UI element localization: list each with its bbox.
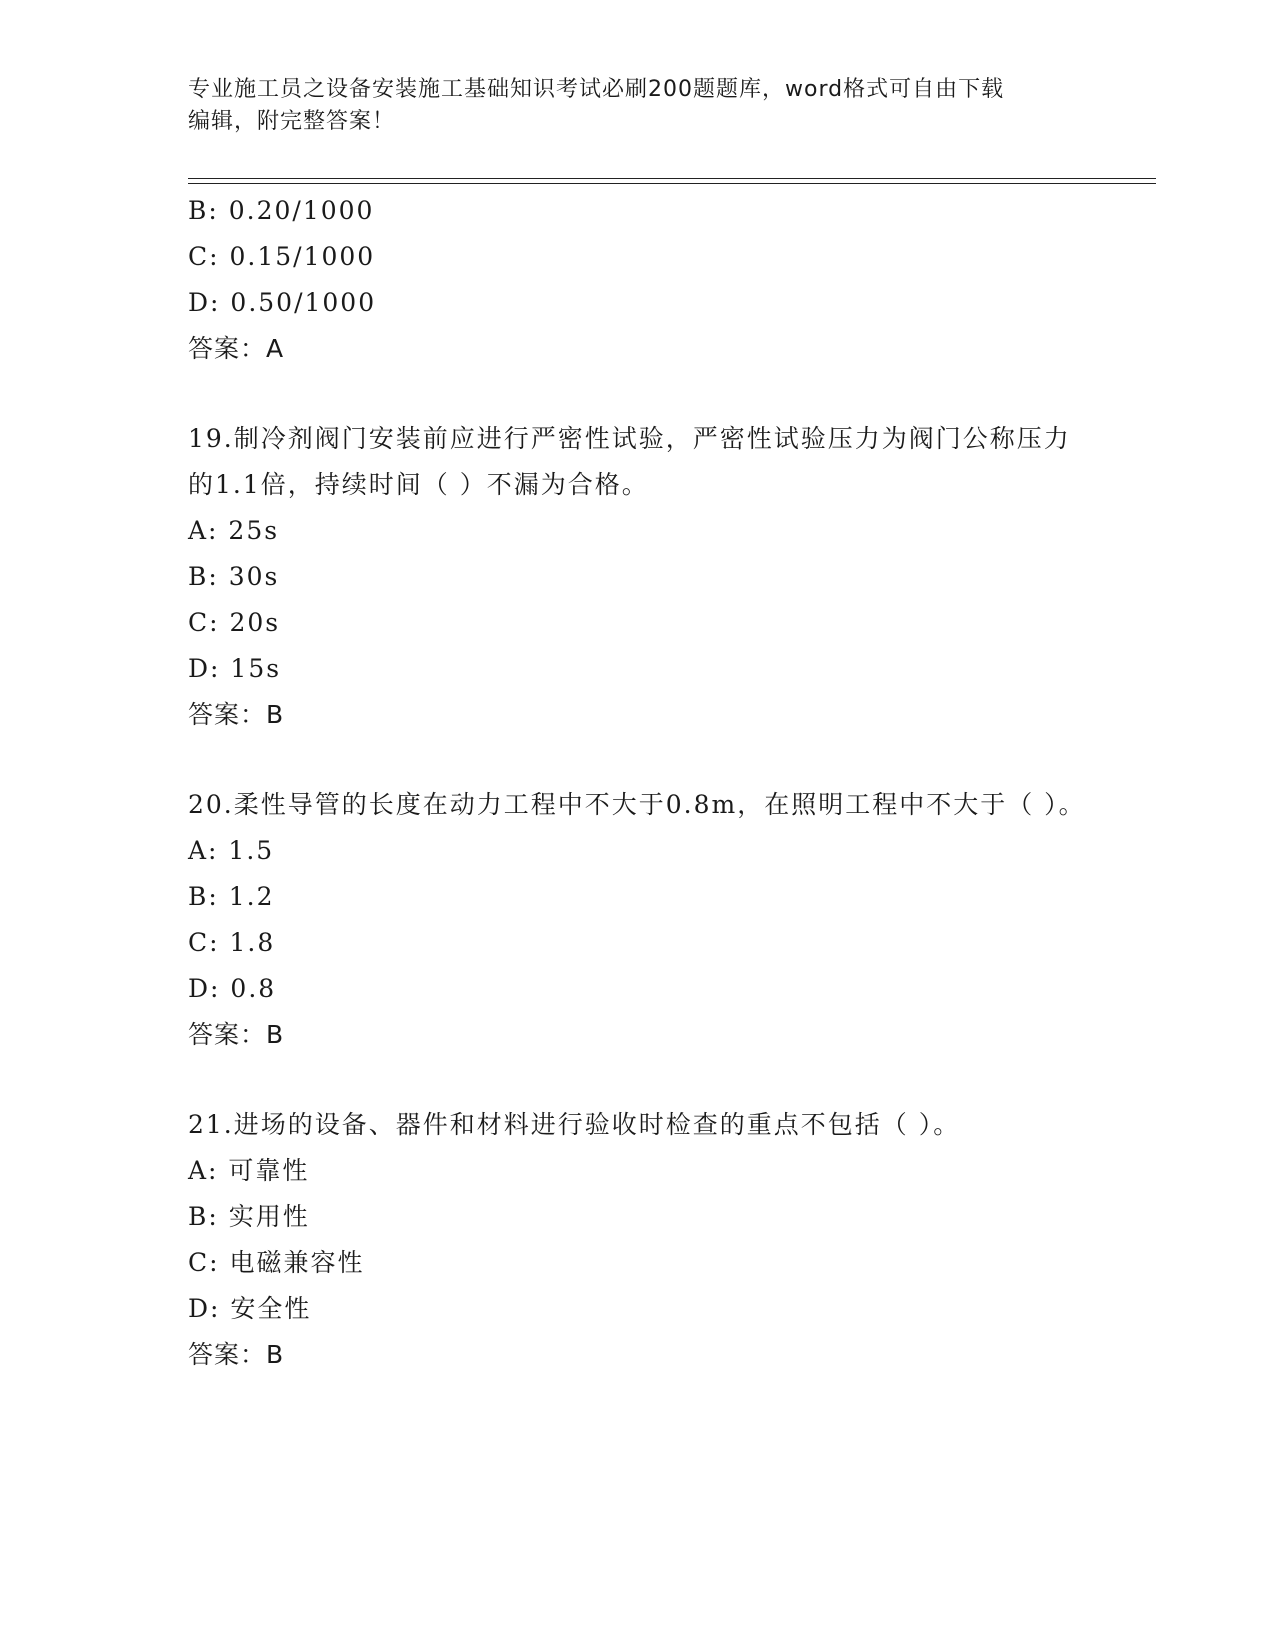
option-c: C: 1.8 [188,928,276,957]
option-b: B: 30s [188,562,280,591]
spacer [188,738,1108,782]
option-d: D: 0.8 [188,974,277,1003]
option-c: C: 20s [188,608,281,637]
answer-label: 答案：B [188,1020,285,1049]
answer-label: 答案：B [188,1340,285,1369]
option-b: B: 0.20/1000 [188,196,375,225]
option-b: B: 1.2 [188,882,275,911]
question-20 [188,782,1108,1058]
question-list [188,188,1108,1378]
question-text: 21.进场的设备、器件和材料进行验收时检查的重点不包括（ ）。 [188,1110,961,1139]
option-b: B: 实用性 [188,1202,310,1231]
option-a: A: 可靠性 [188,1156,310,1185]
option-a: A: 1.5 [188,836,275,865]
question-text: 20.柔性导管的长度在动力工程中不大于0.8m，在照明工程中不大于（ ）。 [188,790,1086,819]
header-divider-bottom [188,183,1156,184]
option-d: D: 15s [188,654,282,683]
question-text: 19.制冷剂阀门安装前应进行严密性试验，严密性试验压力为阀门公称压力的1.1倍，持续时间（ ）不漏为合格。 [188,424,1071,499]
header-line-2: 编辑，附完整答案！ [188,109,396,134]
document-header [188,74,1068,138]
header-line-1: 专业施工员之设备安装施工基础知识考试必刷200题题库，word格式可自由下载 [188,77,1005,102]
question-18-continued [188,188,1108,372]
option-d: D: 安全性 [188,1294,312,1323]
option-c: C: 电磁兼容性 [188,1248,365,1277]
spacer [188,1058,1108,1102]
option-d: D: 0.50/1000 [188,288,377,317]
header-divider-top [188,178,1156,179]
answer-label: 答案：A [188,334,285,363]
answer-label: 答案：B [188,700,285,729]
option-c: C: 0.15/1000 [188,242,376,271]
question-19 [188,416,1108,738]
question-21 [188,1102,1108,1378]
spacer [188,372,1108,416]
option-a: A: 25s [188,516,280,545]
